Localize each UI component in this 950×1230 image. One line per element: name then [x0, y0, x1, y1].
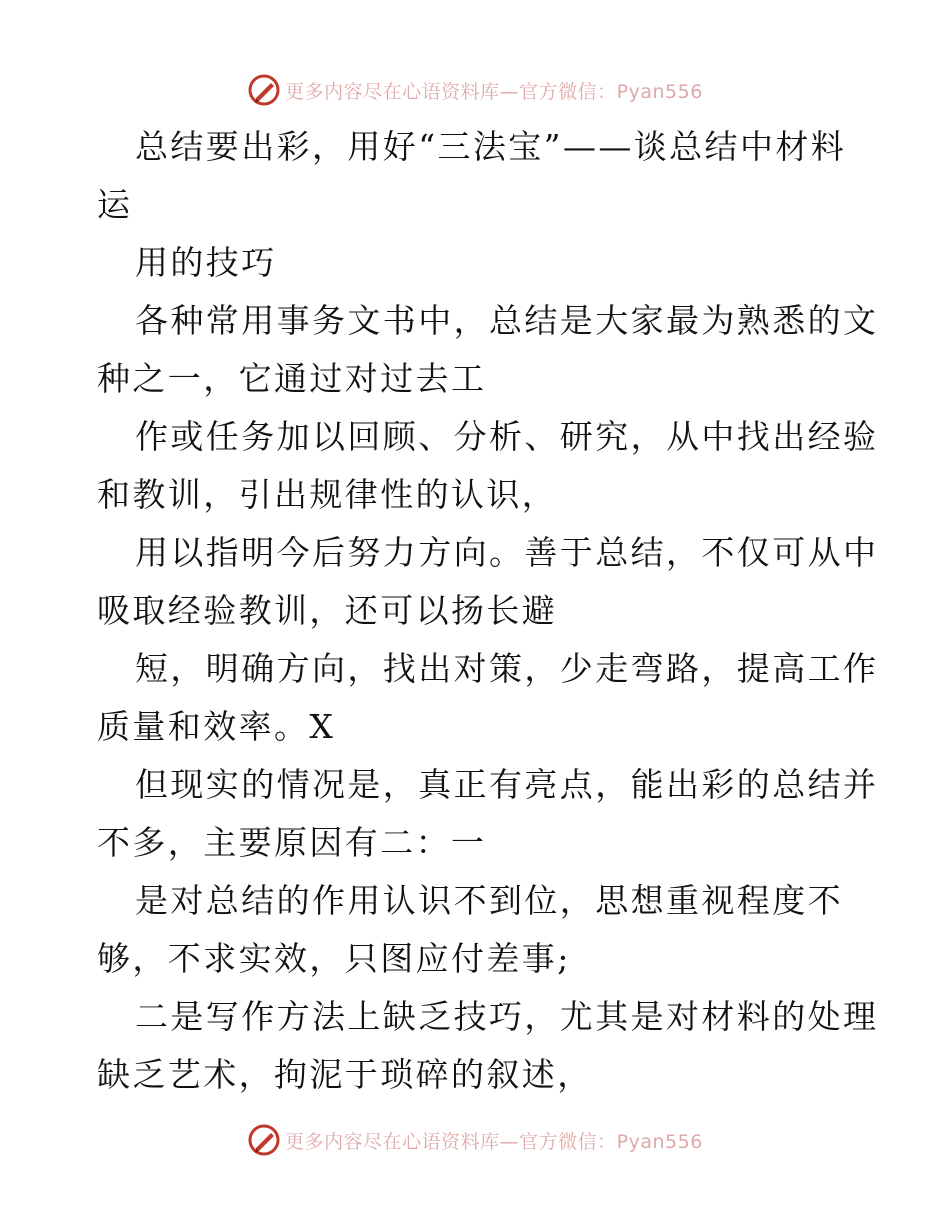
text-line: 总结要出彩，用好“三法宝”——谈总结中材料	[135, 127, 847, 166]
text-line: 不多，主要原因有二：一	[97, 823, 487, 862]
text-line: 质量和效率。X	[97, 707, 336, 746]
paragraph-title	[97, 118, 857, 234]
paragraph	[97, 872, 857, 988]
paragraph	[97, 988, 879, 1104]
paragraph	[97, 408, 879, 524]
text-line: 短，明确方向，找出对策，少走弯路，提高工作	[135, 649, 879, 688]
text-line: 种之一，它通过对过去工	[97, 359, 487, 398]
banner-text: 更多内容尽在心语资料库—官方微信：Pyan556	[285, 80, 703, 103]
text-line: 各种常用事务文书中，总结是大家最为熟悉的文	[135, 301, 879, 340]
text-line: 够，不求实效，只图应付差事;	[97, 939, 571, 978]
footer-banner	[0, 1120, 950, 1160]
text-line: 用以指明今后努力方向。善于总结，不仅可从中	[135, 533, 879, 572]
paragraph	[97, 234, 857, 292]
banner-text: 更多内容尽在心语资料库—官方微信：Pyan556	[285, 1130, 703, 1153]
text-line: 作或任务加以回顾、分析、研究，从中找出经验	[135, 417, 879, 456]
document-body	[97, 118, 879, 1104]
text-line: 但现实的情况是，真正有亮点，能出彩的总结并	[135, 765, 879, 804]
pen-logo-icon	[247, 73, 281, 107]
text-line: 运	[97, 185, 133, 224]
text-line: 吸取经验教训，还可以扬长避	[97, 591, 558, 630]
header-banner	[0, 70, 950, 110]
paragraph	[97, 292, 879, 408]
paragraph	[97, 756, 879, 872]
text-line: 二是写作方法上缺乏技巧，尤其是对材料的处理	[135, 997, 879, 1036]
text-line: 用的技巧	[135, 243, 277, 282]
paragraph	[97, 640, 879, 756]
pen-logo-icon	[247, 1123, 281, 1157]
paragraph	[97, 524, 879, 640]
text-line: 缺乏艺术，拘泥于琐碎的叙述，	[97, 1055, 593, 1094]
text-line: 是对总结的作用认识不到位，思想重视程度不	[135, 881, 843, 920]
text-line: 和教训，引出规律性的认识，	[97, 475, 558, 514]
